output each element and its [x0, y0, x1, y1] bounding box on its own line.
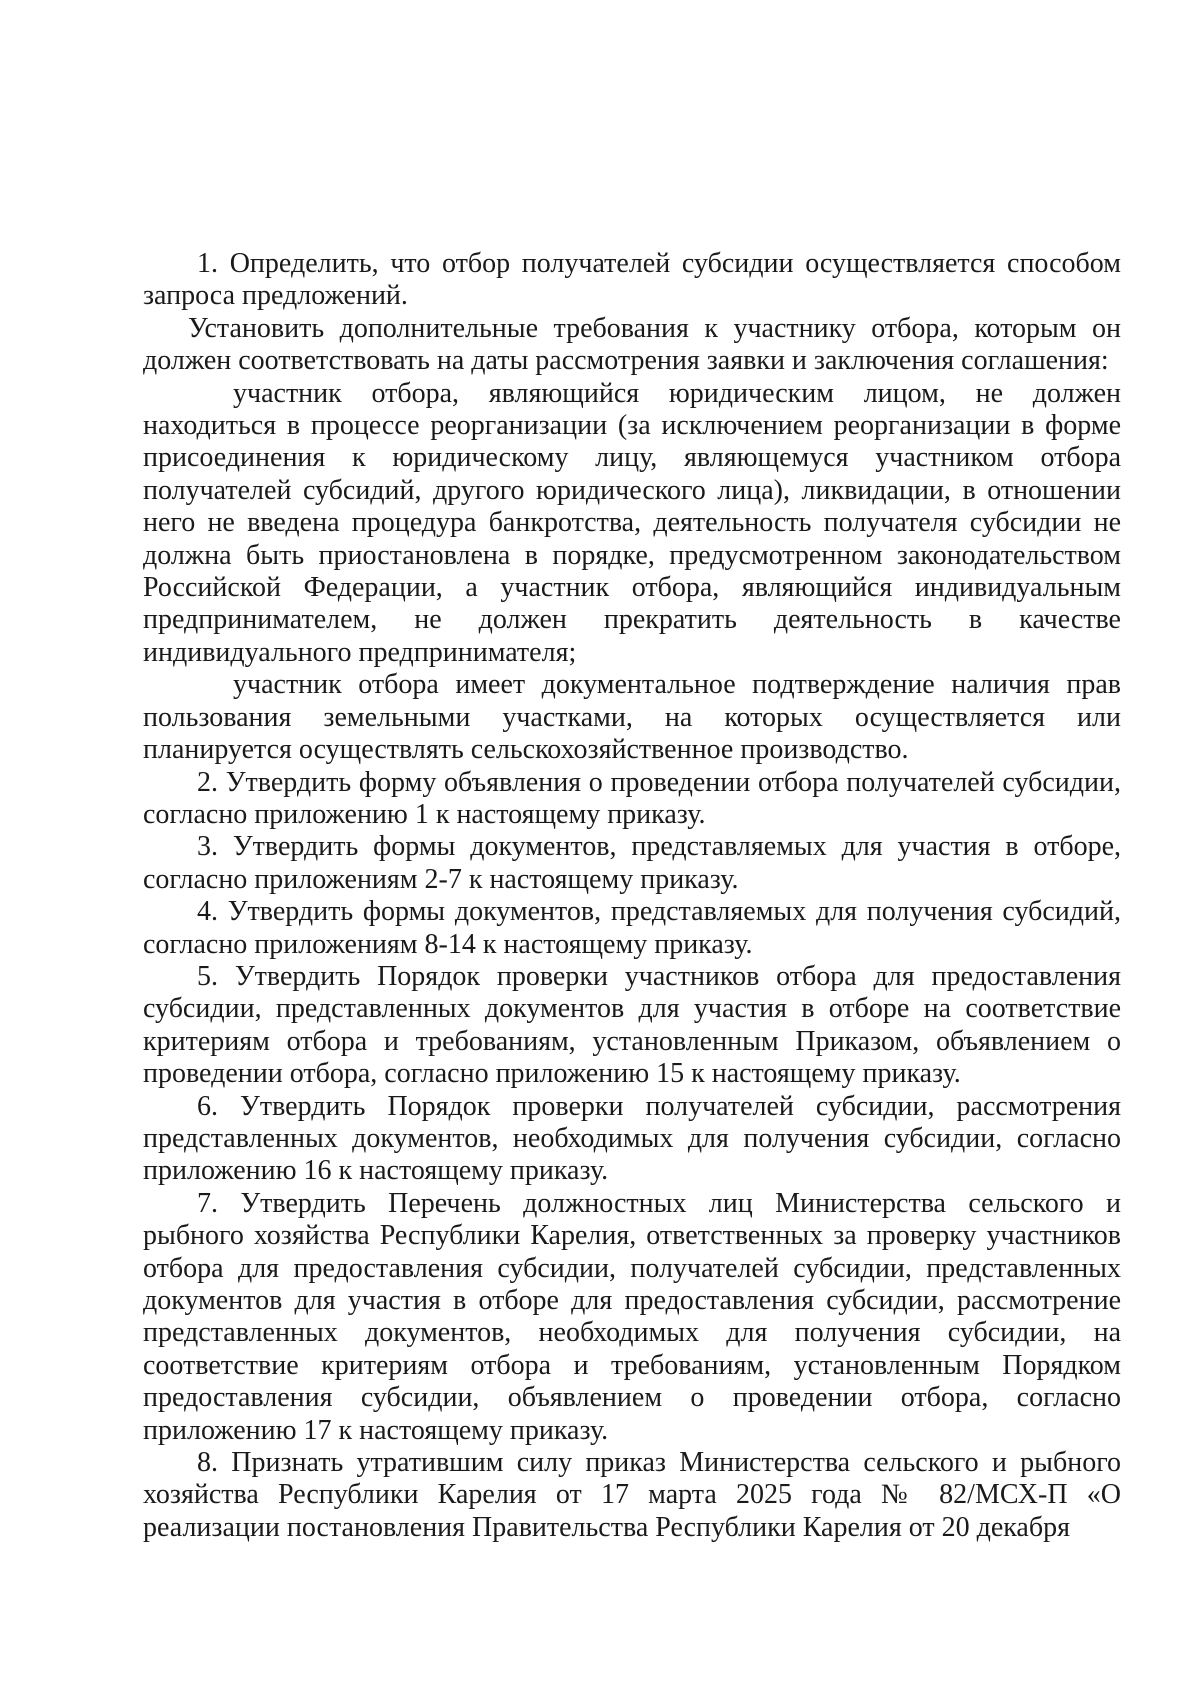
paragraph-item-4: 4. Утвердить формы документов, представляемых для получения субсидий, согласно приложениям 8-14 к настоящему приказу.: [143, 896, 1121, 960]
document-body: [143, 248, 1121, 1544]
paragraph-requirement-land-rights: участник отбора имеет документальное подтверждение наличия прав пользования земельными участками, на которых осуществляется или планируется осуществлять сельскохозяйственное производство.: [143, 669, 1121, 766]
paragraph-item-8: 8. Признать утратившим силу приказ Министерства сельского и рыбного хозяйства Республики Карелия от 17 марта 2025 года № 82/МСХ-П «О реализации постановления Правительства Республики Карелия от 20 декабря: [143, 1447, 1121, 1543]
paragraph-item-3: 3. Утвердить формы документов, представляемых для участия в отборе, согласно приложениям 2-7 к настоящему приказу.: [143, 831, 1121, 895]
paragraph-item-1: 1. Определить, что отбор получателей субсидии осуществляется способом запроса предложений.: [143, 248, 1121, 312]
paragraph-item-2: 2. Утвердить форму объявления о проведении отбора получателей субсидии, согласно приложению 1 к настоящему приказу.: [143, 766, 1121, 830]
paragraph-item-7: 7. Утвердить Перечень должностных лиц Министерства сельского и рыбного хозяйства Республики Карелия, ответственных за проверку участников отбора для предоставления субсидии, получателей субсидии, представленных документов для участия в отборе для предоставления субсидии, рассмотрение представленных документов, необходимых для получения субсидии, на соответствие критериям отбора и требованиям, установленным Порядком предоставления субсидии, объявлением о проведении отбора, согласно приложению 17 к настоящему приказу.: [143, 1187, 1121, 1446]
paragraph-item-6: 6. Утвердить Порядок проверки получателей субсидии, рассмотрения представленных документов, необходимых для получения субсидии, согласно приложению 16 к настоящему приказу.: [143, 1090, 1121, 1187]
paragraph-additional-requirements: Установить дополнительные требования к участнику отбора, которым он должен соответствовать на даты рассмотрения заявки и заключения соглашения:: [143, 312, 1121, 377]
paragraph-item-5: 5. Утвердить Порядок проверки участников отбора для предоставления субсидии, представленных документов для участия в отборе на соответствие критериям отбора и требованиям, установленным Приказом, объявлением о проведении отбора, согласно приложению 15 к настоящему приказу.: [143, 960, 1121, 1090]
paragraph-requirement-legal-entity: участник отбора, являющийся юридическим лицом, не должен находиться в процессе реорганизации (за исключением реорганизации в форме присоединения к юридическому лицу, являющемуся участником отбора получателей субсидий, другого юридического лица), ликвидации, в отношении него не введена процедура банкротства, деятельность получателя субсидии не должна быть приостановлена в порядке, предусмотренном законодательством Российской Федерации, а участник отбора, являющийся индивидуальным предпринимателем, не должен прекратить деятельность в качестве индивидуального предпринимателя;: [143, 377, 1121, 668]
